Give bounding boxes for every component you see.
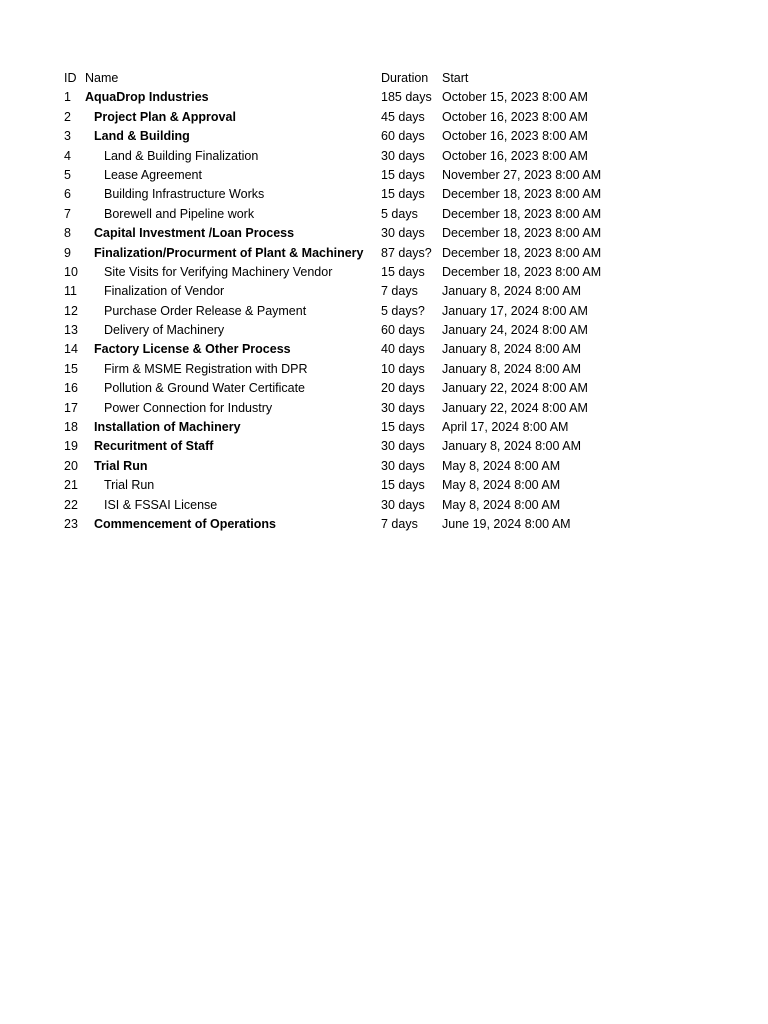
task-id: 2 xyxy=(64,109,71,124)
table-row xyxy=(64,321,744,340)
task-start: December 18, 2023 8:00 AM xyxy=(442,264,602,279)
task-start: January 17, 2024 8:00 AM xyxy=(442,303,588,318)
table-row xyxy=(64,147,744,166)
task-start: January 22, 2024 8:00 AM xyxy=(442,400,588,415)
task-start: December 18, 2023 8:00 AM xyxy=(442,187,602,202)
table-row xyxy=(64,224,744,243)
task-duration: 60 days xyxy=(381,323,425,338)
task-start: May 8, 2024 8:00 AM xyxy=(442,497,561,512)
task-duration: 15 days xyxy=(381,478,425,493)
task-id: 16 xyxy=(64,381,78,396)
task-id: 20 xyxy=(64,458,78,473)
task-duration: 30 days xyxy=(381,439,425,454)
task-duration: 20 days xyxy=(381,381,425,396)
task-id: 15 xyxy=(64,361,78,376)
task-duration: 15 days xyxy=(381,187,425,202)
task-name: Project Plan & Approval xyxy=(94,109,236,124)
task-name: Trial Run xyxy=(94,458,148,473)
table-row xyxy=(64,515,744,534)
task-name: AquaDrop Industries xyxy=(85,90,209,105)
task-name: Purchase Order Release & Payment xyxy=(104,303,307,318)
task-start: October 16, 2023 8:00 AM xyxy=(442,148,588,163)
task-start: December 18, 2023 8:00 AM xyxy=(442,206,602,221)
task-duration: 45 days xyxy=(381,109,425,124)
task-id: 11 xyxy=(64,284,77,299)
task-id: 4 xyxy=(64,148,71,163)
table-row xyxy=(64,302,744,321)
table-row xyxy=(64,88,744,107)
task-start: October 15, 2023 8:00 AM xyxy=(442,90,588,105)
task-name: Finalization of Vendor xyxy=(104,284,225,299)
task-id: 18 xyxy=(64,420,78,435)
task-name: Lease Agreement xyxy=(104,167,202,182)
task-start: January 8, 2024 8:00 AM xyxy=(442,284,581,299)
task-start: November 27, 2023 8:00 AM xyxy=(442,167,602,182)
task-id: 6 xyxy=(64,187,71,202)
task-name: Delivery of Machinery xyxy=(104,323,225,338)
task-name: Finalization/Procurment of Plant & Machinery xyxy=(94,245,364,260)
task-duration: 60 days xyxy=(381,129,425,144)
task-name: ISI & FSSAI License xyxy=(104,497,218,512)
task-id: 17 xyxy=(64,400,78,415)
task-start: January 22, 2024 8:00 AM xyxy=(442,381,588,396)
table-row xyxy=(64,457,744,476)
task-id: 12 xyxy=(64,303,78,318)
task-start: January 24, 2024 8:00 AM xyxy=(442,323,588,338)
task-id: 10 xyxy=(64,264,78,279)
header-start: Start xyxy=(442,71,469,85)
task-duration: 185 days xyxy=(381,90,432,105)
table-row xyxy=(64,418,744,437)
task-start: January 8, 2024 8:00 AM xyxy=(442,439,581,454)
task-id: 23 xyxy=(64,516,78,531)
task-duration: 5 days? xyxy=(381,303,425,318)
task-id: 21 xyxy=(64,478,78,493)
table-row xyxy=(64,360,744,379)
task-duration: 87 days? xyxy=(381,245,432,260)
task-id: 19 xyxy=(64,439,78,454)
table-row xyxy=(64,282,744,301)
task-name: Site Visits for Verifying Machinery Vendor xyxy=(104,264,333,279)
table-row xyxy=(64,205,744,224)
task-name: Land & Building xyxy=(94,129,190,144)
task-duration: 30 days xyxy=(381,458,425,473)
task-name: Capital Investment /Loan Process xyxy=(94,226,295,241)
table-row xyxy=(64,476,744,495)
task-name: Commencement of Operations xyxy=(94,516,276,531)
task-name: Factory License & Other Process xyxy=(94,342,291,357)
task-start: January 8, 2024 8:00 AM xyxy=(442,361,581,376)
table-row xyxy=(64,263,744,282)
task-id: 8 xyxy=(64,226,71,241)
task-id: 7 xyxy=(64,206,71,221)
task-start: May 8, 2024 8:00 AM xyxy=(442,458,561,473)
task-start: January 8, 2024 8:00 AM xyxy=(442,342,581,357)
task-duration: 5 days xyxy=(381,206,418,221)
task-duration: 15 days xyxy=(381,420,425,435)
task-name: Firm & MSME Registration with DPR xyxy=(104,361,308,376)
task-duration: 30 days xyxy=(381,400,425,415)
task-duration: 15 days xyxy=(381,167,425,182)
task-id: 3 xyxy=(64,129,71,144)
table-row xyxy=(64,496,744,515)
header-duration: Duration xyxy=(381,71,429,85)
header-row xyxy=(64,69,744,88)
task-id: 9 xyxy=(64,245,71,260)
header-id: ID xyxy=(64,71,77,85)
task-id: 13 xyxy=(64,323,78,338)
task-table xyxy=(64,69,744,534)
task-start: June 19, 2024 8:00 AM xyxy=(442,516,571,531)
table-row xyxy=(64,244,744,263)
task-start: December 18, 2023 8:00 AM xyxy=(442,245,602,260)
task-name: Borewell and Pipeline work xyxy=(104,206,255,221)
table-row xyxy=(64,340,744,359)
task-name: Land & Building Finalization xyxy=(104,148,259,163)
task-duration: 30 days xyxy=(381,226,425,241)
task-duration: 15 days xyxy=(381,264,425,279)
task-duration: 30 days xyxy=(381,497,425,512)
task-duration: 30 days xyxy=(381,148,425,163)
task-name: Pollution & Ground Water Certificate xyxy=(104,381,306,396)
task-name: Recuritment of Staff xyxy=(94,439,214,454)
task-rows xyxy=(64,88,744,534)
task-start: October 16, 2023 8:00 AM xyxy=(442,109,588,124)
task-start: May 8, 2024 8:00 AM xyxy=(442,478,561,493)
table-row xyxy=(64,185,744,204)
task-duration: 7 days xyxy=(381,516,418,531)
table-row xyxy=(64,399,744,418)
header-name: Name xyxy=(85,71,119,85)
table-row xyxy=(64,127,744,146)
task-name: Installation of Machinery xyxy=(94,420,241,435)
task-start: October 16, 2023 8:00 AM xyxy=(442,129,588,144)
task-start: December 18, 2023 8:00 AM xyxy=(442,226,602,241)
table-row xyxy=(64,166,744,185)
task-start: April 17, 2024 8:00 AM xyxy=(442,420,569,435)
task-name: Power Connection for Industry xyxy=(104,400,273,415)
task-duration: 7 days xyxy=(381,284,418,299)
task-id: 22 xyxy=(64,497,78,512)
task-duration: 40 days xyxy=(381,342,425,357)
task-id: 5 xyxy=(64,167,71,182)
task-id: 1 xyxy=(64,90,71,105)
table-row xyxy=(64,379,744,398)
table-row xyxy=(64,437,744,456)
task-id: 14 xyxy=(64,342,78,357)
task-name: Building Infrastructure Works xyxy=(104,187,265,202)
task-duration: 10 days xyxy=(381,361,425,376)
table-row xyxy=(64,108,744,127)
task-name: Trial Run xyxy=(104,478,155,493)
